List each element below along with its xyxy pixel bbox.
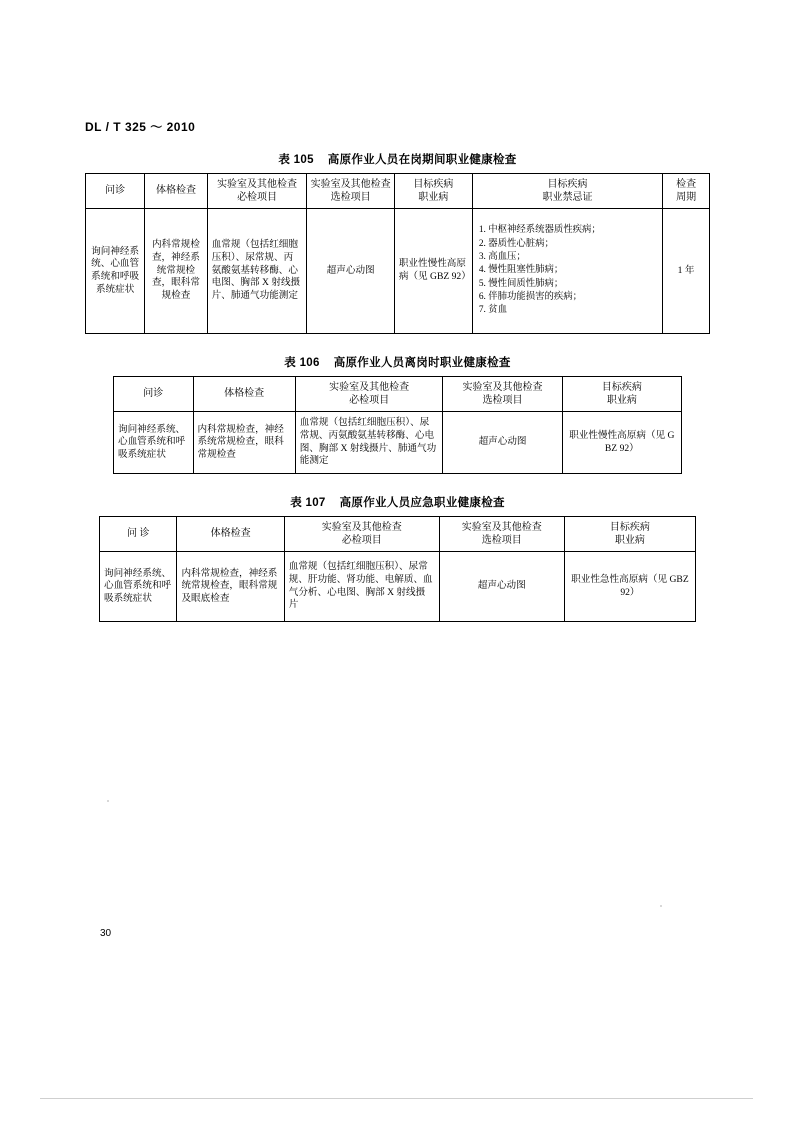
th-wenzhen xyxy=(100,517,177,552)
table-caption-title-105: 高原作业人员在岗期间职业健康检查 xyxy=(327,154,517,166)
table-106-header-row xyxy=(114,377,682,412)
footer-divider xyxy=(40,1098,753,1099)
th-wenzhen xyxy=(86,174,145,209)
scan-artifact xyxy=(660,905,662,907)
table-caption-number-107: 表 107 xyxy=(290,497,326,509)
table-caption-title-106: 高原作业人员离岗时职业健康检查 xyxy=(333,357,511,369)
cell-bijian: 血常规（包括红细胞压积）、尿常规、肝功能、肾功能、电解质、血气分析、心电图、胸部 X 射线摄片 xyxy=(284,552,439,622)
th-bijian: 实验室及其他检查 必检项目 xyxy=(207,174,307,209)
table-caption-number-106: 表 106 xyxy=(284,357,320,369)
th-tige-label: 体格检查 xyxy=(155,185,196,197)
th-tige xyxy=(193,377,295,412)
table-caption-106 xyxy=(113,354,682,370)
cell-bijian: 血常规（包括红细胞压积）、尿常规、丙氨酸氨基转移酶、心电图、胸部 X 射线摄片、肺通气功能测定 xyxy=(207,209,307,334)
th-tige xyxy=(145,174,207,209)
table-105 xyxy=(85,173,710,334)
table-block-106 xyxy=(85,354,710,474)
cell-tige: 内科常规检查，神经系统常规检查，眼科常规及眼底检查 xyxy=(177,552,284,622)
table-106 xyxy=(113,376,682,474)
th-wenzhen-label: 问诊 xyxy=(105,185,126,197)
cell-wenzhen: 询问神经系统、心血管系统和呼吸系统症状 xyxy=(114,412,194,474)
cell-xuanjian: 超声心动图 xyxy=(307,209,394,334)
table-row xyxy=(114,412,682,474)
th-xuanjian: 实验室及其他检查 选检项目 xyxy=(307,174,394,209)
th-wenzhen-label: 问诊 xyxy=(143,388,164,400)
cell-zhiyebing: 职业性慢性高原病（见 GBZ 92） xyxy=(394,209,472,334)
th-zhiyebing: 目标疾病 职业病 xyxy=(564,517,695,552)
cell-tige: 内科常规检查，神经系统常规检查，眼科常规检查 xyxy=(193,412,295,474)
th-xuanjian: 实验室及其他检查 选检项目 xyxy=(439,517,564,552)
page-number: 30 xyxy=(100,928,112,939)
scan-artifact xyxy=(107,800,109,802)
cell-xuanjian: 超声心动图 xyxy=(439,552,564,622)
th-tige xyxy=(177,517,284,552)
th-xuanjian: 实验室及其他检查 选检项目 xyxy=(443,377,562,412)
list-item: 5. 慢性间质性肺病； xyxy=(478,278,564,289)
th-zhiyebing: 目标疾病 职业病 xyxy=(562,377,681,412)
table-row xyxy=(100,552,696,622)
cell-xuanjian: 超声心动图 xyxy=(443,412,562,474)
list-item: 4. 慢性阻塞性肺病； xyxy=(478,265,564,276)
th-zhiyebing: 目标疾病 职业病 xyxy=(394,174,472,209)
list-item: 6. 伴肺功能损害的疾病； xyxy=(478,292,582,303)
table-caption-number-105: 表 105 xyxy=(278,154,314,166)
table-block-107 xyxy=(85,494,710,622)
table-caption-title-107: 高原作业人员应急职业健康检查 xyxy=(339,497,505,509)
cell-zhiyebing: 职业性急性高原病（见 GBZ 92） xyxy=(564,552,695,622)
table-105-header-row xyxy=(86,174,710,209)
th-zhouqi: 检查 周期 xyxy=(663,174,710,209)
table-caption-107 xyxy=(99,494,696,510)
page-content xyxy=(85,118,710,642)
th-wenzhen xyxy=(114,377,194,412)
th-jinjizheng: 目标疾病 职业禁忌证 xyxy=(472,174,662,209)
cell-wenzhen: 询问神经系统、心血管系统和呼吸系统症状 xyxy=(100,552,177,622)
table-row xyxy=(86,209,710,334)
th-bijian: 实验室及其他检查 必检项目 xyxy=(284,517,439,552)
table-107-header-row xyxy=(100,517,696,552)
th-bijian: 实验室及其他检查 必检项目 xyxy=(295,377,443,412)
cell-zhouqi: 1 年 xyxy=(663,209,710,334)
list-item: 7. 贫血 xyxy=(478,305,507,316)
table-block-105 xyxy=(85,151,710,334)
cell-zhiyebing: 职业性慢性高原病（见 GBZ 92） xyxy=(562,412,681,474)
th-tige-label: 体格检查 xyxy=(210,528,251,540)
table-107 xyxy=(99,516,696,622)
cell-jinjizheng xyxy=(472,209,662,334)
list-item: 1. 中枢神经系统器质性疾病； xyxy=(478,225,601,236)
th-wenzhen-label: 问 诊 xyxy=(126,528,150,540)
list-item: 3. 高血压； xyxy=(478,251,526,262)
jinjizheng-list xyxy=(477,224,658,317)
cell-wenzhen: 询问神经系统、心血管系统和呼吸系统症状 xyxy=(86,209,145,334)
list-item: 2. 器质性心脏病； xyxy=(478,238,554,249)
table-caption-105 xyxy=(85,151,710,167)
cell-tige: 内科常规检查，神经系统常规检查，眼科常规检查 xyxy=(145,209,207,334)
cell-bijian: 血常规（包括红细胞压积）、尿常规、丙氨酸氨基转移酶、心电图、胸部 X 射线摄片、肺通气功能测定 xyxy=(295,412,443,474)
th-tige-label: 体格检查 xyxy=(224,388,265,400)
document-header: DL / T 325 ～ 2010 xyxy=(85,120,196,134)
